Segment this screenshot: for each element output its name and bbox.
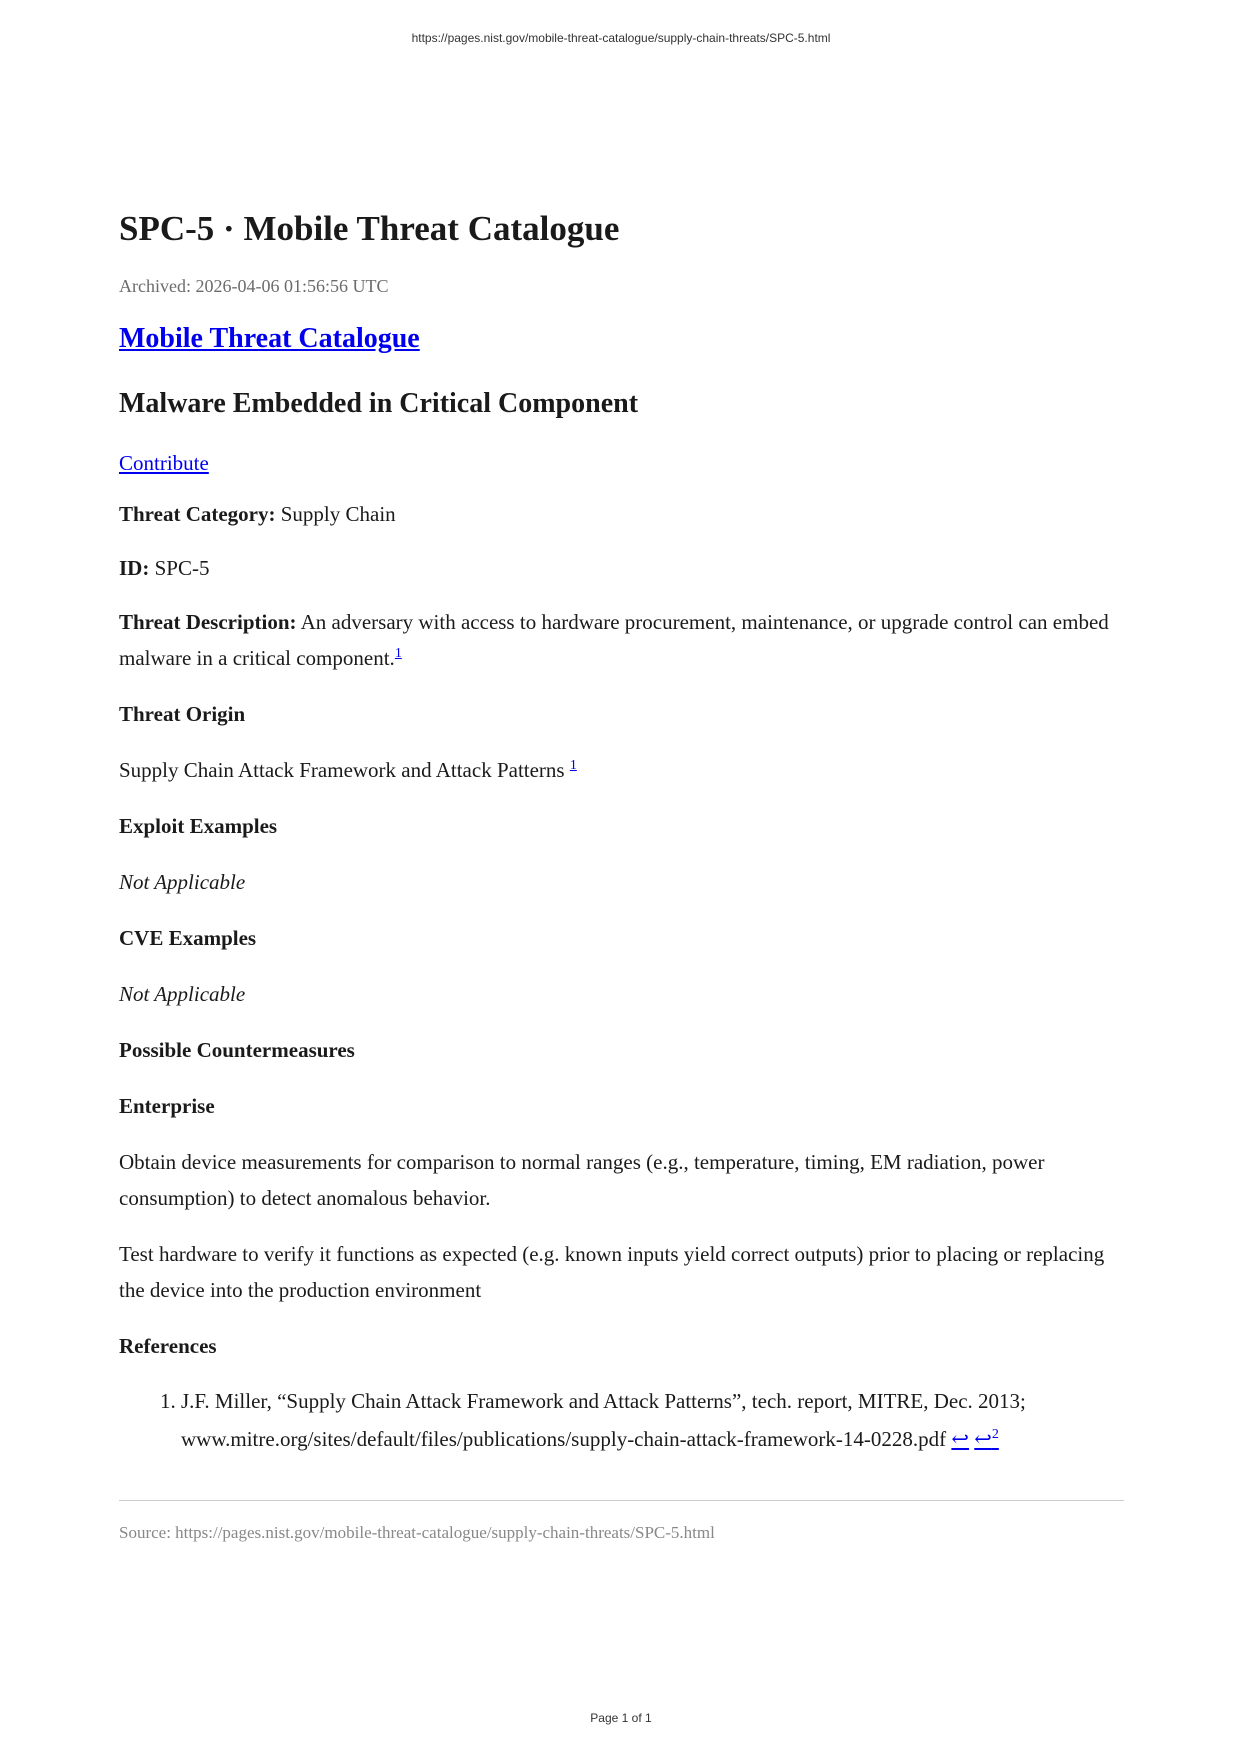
threat-description-text: An adversary with access to hardware procurement, maintenance, or upgrade control can embed malware in a critical component. bbox=[119, 610, 1109, 671]
contribute-link[interactable]: Contribute bbox=[119, 451, 209, 476]
article bbox=[119, 210, 1124, 1543]
countermeasure-paragraph: Obtain device measurements for comparison to normal ranges (e.g., temperature, timing, EM radiation, power consumption) to detect anomalous behavior. bbox=[119, 1150, 1045, 1211]
footnote-ref-link[interactable]: 1 bbox=[569, 758, 577, 774]
countermeasure-paragraph: Test hardware to verify it functions as expected (e.g. known inputs yield correct outputs) prior to placing or replacing the device into the production environment bbox=[119, 1242, 1105, 1303]
threat-category-value: Supply Chain bbox=[280, 502, 396, 527]
footer-divider bbox=[119, 1500, 1124, 1501]
page-title: SPC-5 · Mobile Threat Catalogue bbox=[119, 209, 620, 248]
reference-item: 1. J.F. Miller, “Supply Chain Attack Framework and Attack Patterns”, tech. report, MITRE, Dec. 2013; www.mitre.org/sites/default/files/publications/supply-chain-attack-framework-14-0228.pdf ↩ ↩$^2$ bbox=[181, 1382, 1124, 1458]
page-number: Page 1 of 1 bbox=[590, 1711, 652, 1725]
print-header-url: https://pages.nist.gov/mobile-threat-catalogue/supply-chain-threats/SPC-5.html bbox=[411, 31, 831, 45]
cve-examples-heading: CVE Examples bbox=[119, 926, 257, 951]
return-arrow-icon[interactable]: ↩$^2$ bbox=[974, 1427, 999, 1452]
footnote-ref-link[interactable]: 1 bbox=[394, 646, 402, 662]
countermeasures-heading: Possible Countermeasures bbox=[119, 1038, 355, 1063]
references-list bbox=[119, 1382, 1124, 1458]
enterprise-heading: Enterprise bbox=[119, 1094, 215, 1119]
threat-description bbox=[119, 604, 1124, 676]
archived-timestamp: Archived: 2026-04-06 01:56:56 UTC bbox=[119, 275, 389, 296]
threat-description-label: Threat Description: bbox=[119, 610, 297, 635]
threat-origin-text: Supply Chain Attack Framework and Attack Patterns $^1$ bbox=[119, 758, 577, 783]
threat-category bbox=[119, 496, 1124, 532]
threat-name-heading: Malware Embedded in Critical Component bbox=[119, 387, 639, 419]
cve-examples-text: Not Applicable bbox=[119, 982, 246, 1007]
threat-id-label: ID: bbox=[119, 556, 150, 581]
exploit-examples-heading: Exploit Examples bbox=[119, 814, 278, 839]
references-heading: References bbox=[119, 1334, 217, 1359]
threat-id bbox=[119, 550, 1124, 586]
catalogue-home-link[interactable]: Mobile Threat Catalogue bbox=[119, 322, 420, 354]
threat-id-value: SPC-5 bbox=[154, 556, 210, 581]
return-arrow-icon[interactable]: ↩ bbox=[951, 1427, 969, 1452]
exploit-examples-text: Not Applicable bbox=[119, 870, 246, 895]
threat-category-label: Threat Category: bbox=[119, 502, 276, 527]
source-url: Source: https://pages.nist.gov/mobile-threat-catalogue/supply-chain-threats/SPC-5.html bbox=[119, 1523, 715, 1543]
threat-origin-heading: Threat Origin bbox=[119, 702, 246, 727]
